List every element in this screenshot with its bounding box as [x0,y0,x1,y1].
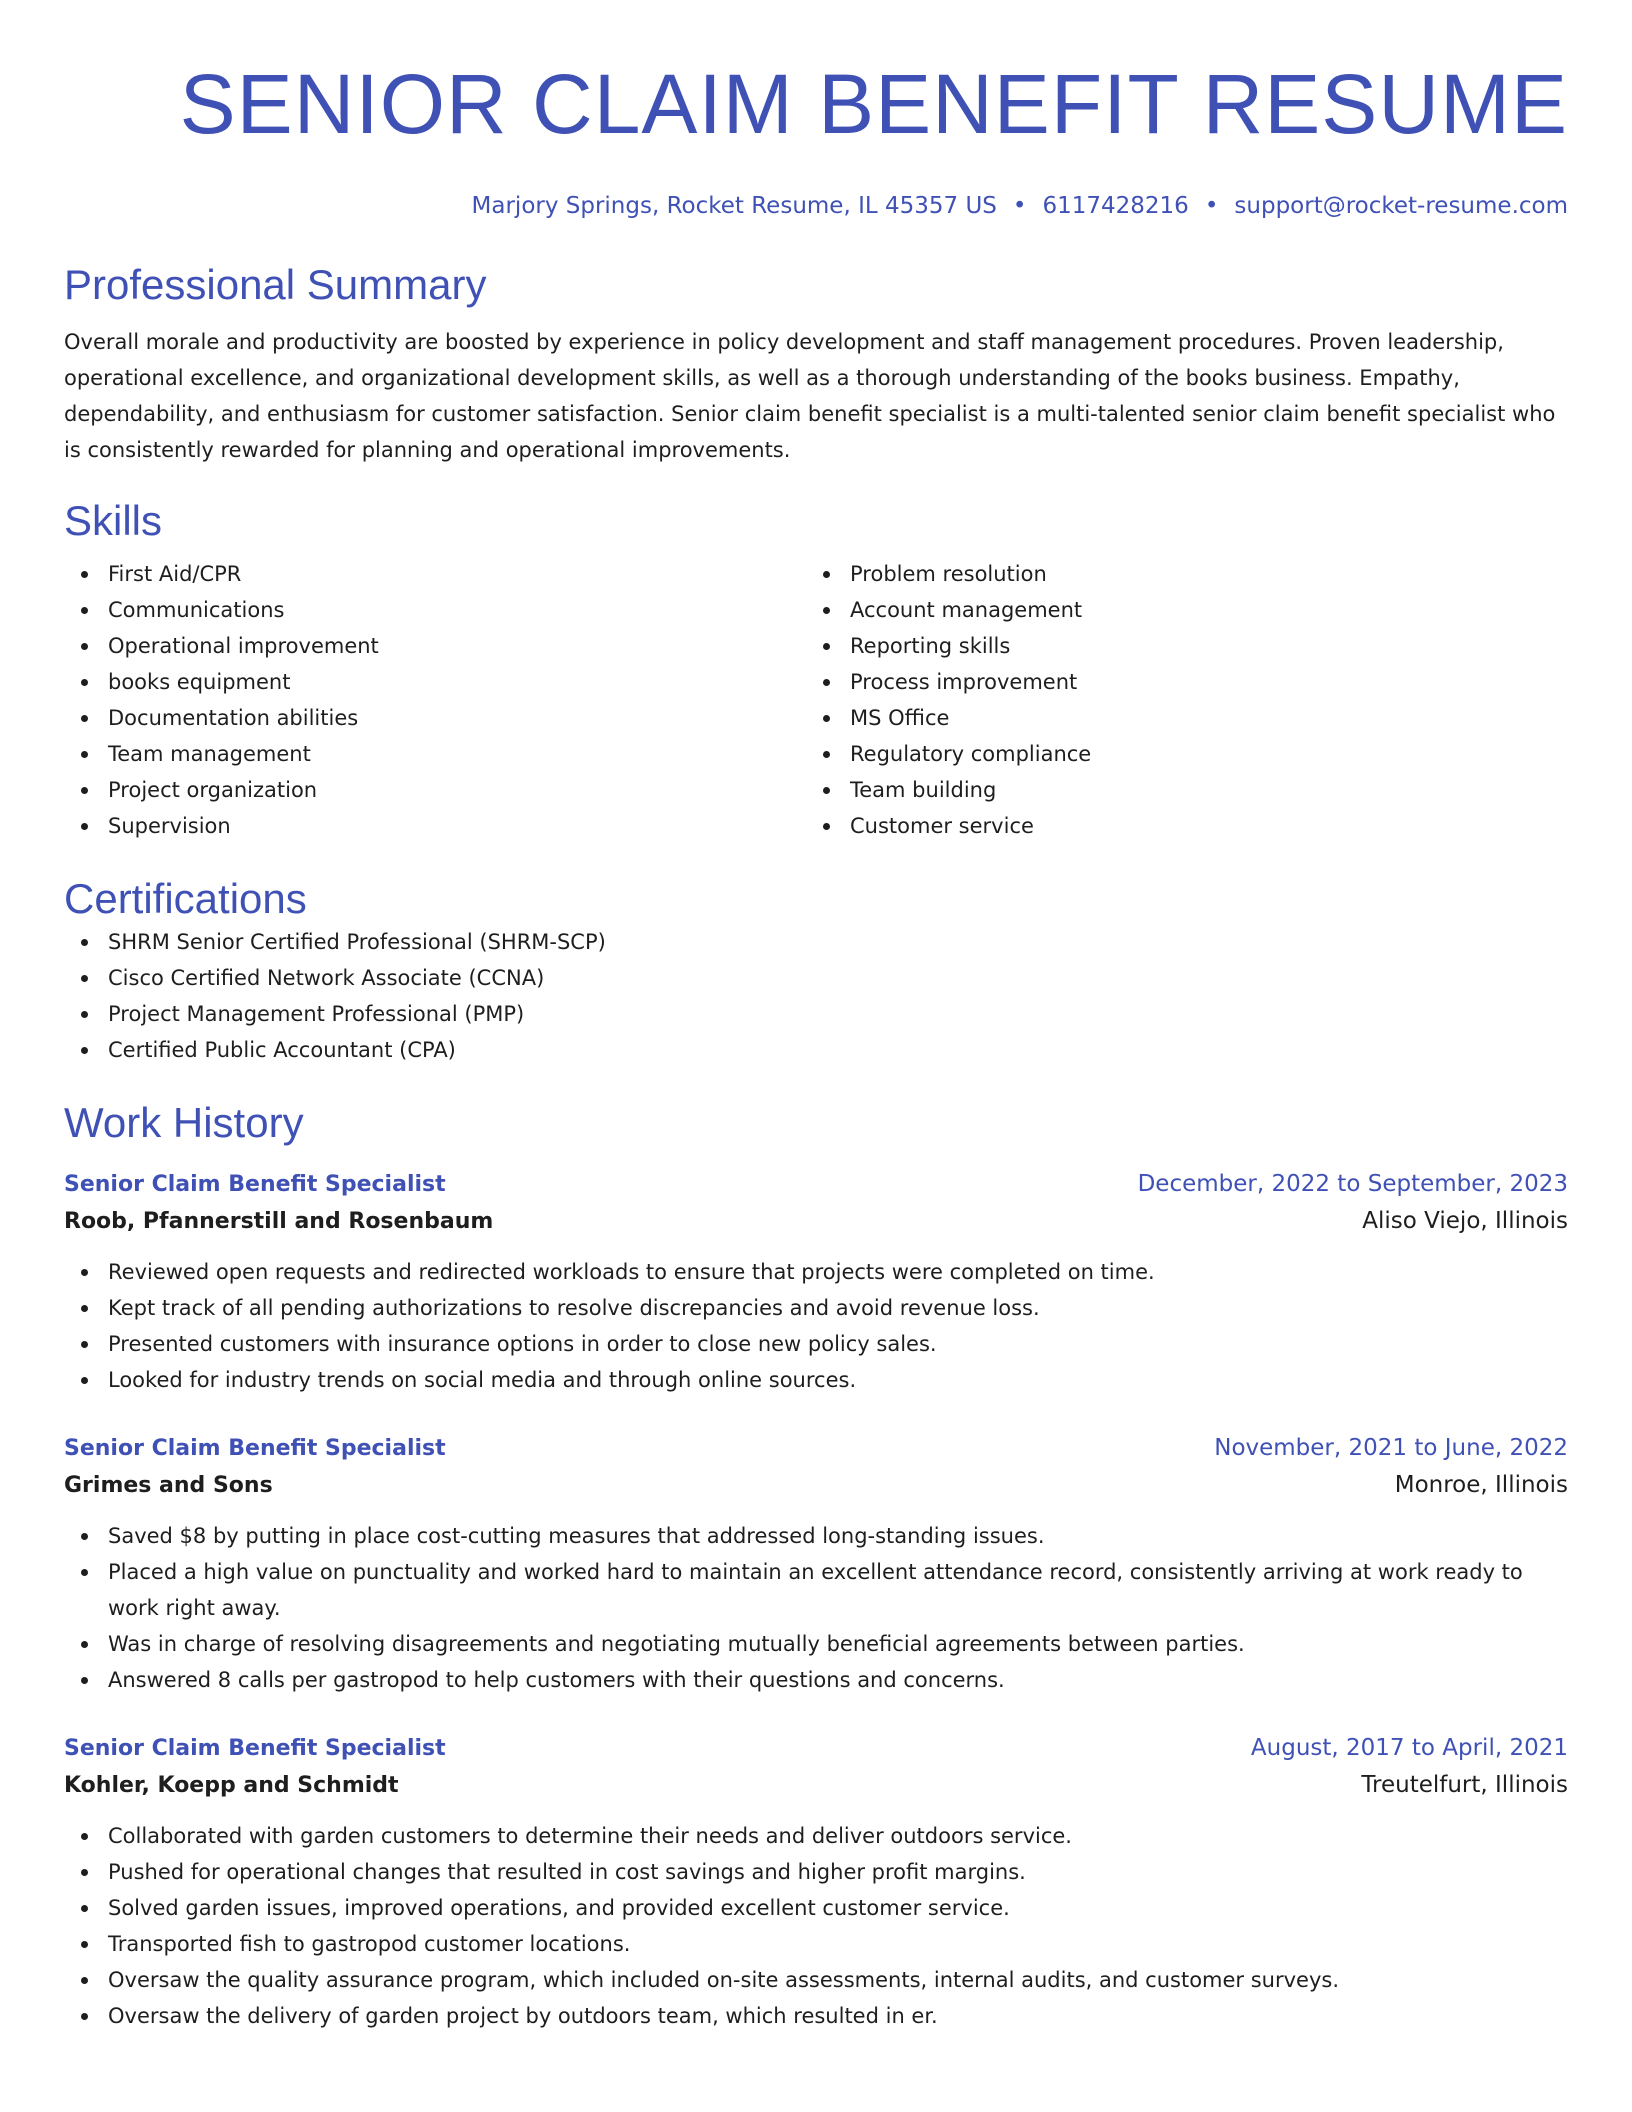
job-title: Senior Claim Benefit Specialist [64,1436,446,1461]
skills-heading: Skills [64,497,163,544]
job-duty: Oversaw the quality assurance program, which included on-site assessments, internal audits, and customer surveys. [64,1962,1568,1998]
job-title: Senior Claim Benefit Specialist [64,1736,446,1761]
contact-address: Marjory Springs, Rocket Resume, IL 45357 US [471,193,997,219]
job-duty: Transported fish to gastropod customer locations. [64,1926,1568,1962]
skill-item: Operational improvement [64,628,806,664]
job-title-row [64,1166,1568,1203]
job-location: Monroe, Illinois [1394,1472,1568,1498]
job-company: Grimes and Sons [64,1473,273,1498]
job-duties-list [64,1254,1568,1398]
skill-item: Reporting skills [806,628,1548,664]
job-location: Treutelfurt, Illinois [1361,1772,1568,1798]
job-duty: Looked for industry trends on social media and through online sources. [64,1362,1568,1398]
job-duty: Kept track of all pending authorizations to resolve discrepancies and avoid revenue loss. [64,1290,1568,1326]
job-duty: Pushed for operational changes that resulted in cost savings and higher profit margins. [64,1854,1568,1890]
job-location: Aliso Viejo, Illinois [1362,1208,1568,1234]
certification-item: Cisco Certified Network Associate (CCNA) [64,960,1568,996]
certifications-heading: Certifications [64,875,307,922]
certifications-list [64,924,1568,1068]
job-title-row [64,1730,1568,1767]
job-duty: Placed a high value on punctuality and worked hard to maintain an excellent attendance record, consistently arriving at work ready to work right away. [64,1554,1568,1626]
job-entry [64,1166,1568,1398]
contact-phone: 6117428216 [1042,193,1189,219]
skills-column-left [64,556,806,844]
skill-item: MS Office [806,700,1548,736]
skill-item: Supervision [64,808,806,844]
job-duties-list [64,1818,1568,2034]
certification-item: Certified Public Accountant (CPA) [64,1032,1568,1068]
skill-item: Problem resolution [806,556,1548,592]
job-duty: Collaborated with garden customers to determine their needs and deliver outdoors service. [64,1818,1568,1854]
job-company-row [64,1203,1568,1240]
contact-email: support@rocket-resume.com [1234,193,1568,219]
skills-grid [64,556,1568,844]
job-duty: Presented customers with insurance options in order to close new policy sales. [64,1326,1568,1362]
contact-line [64,190,1568,222]
skill-item: Process improvement [806,664,1548,700]
job-dates: December, 2022 to September, 2023 [1137,1171,1568,1197]
summary-heading: Professional Summary [64,261,487,308]
job-title: Senior Claim Benefit Specialist [64,1172,446,1197]
skill-item: Communications [64,592,806,628]
job-company-row [64,1467,1568,1504]
job-entry [64,1430,1568,1698]
job-entry [64,1730,1568,2034]
contact-separator: • [1012,193,1027,219]
job-duty: Was in charge of resolving disagreements and negotiating mutually beneficial agreements between parties. [64,1626,1568,1662]
job-duties-list [64,1518,1568,1698]
skills-list-left [64,556,806,844]
skill-item: First Aid/CPR [64,556,806,592]
skill-item: Customer service [806,808,1548,844]
skill-item: Team building [806,772,1548,808]
job-title-row [64,1430,1568,1467]
job-duty: Reviewed open requests and redirected workloads to ensure that projects were completed on time. [64,1254,1568,1290]
certification-item: SHRM Senior Certified Professional (SHRM-SCP) [64,924,1568,960]
skills-list-right [806,556,1548,844]
contact-separator: • [1204,193,1219,219]
job-company-row [64,1767,1568,1804]
skill-item: Project organization [64,772,806,808]
job-duty: Answered 8 calls per gastropod to help customers with their questions and concerns. [64,1662,1568,1698]
summary-text: Overall morale and productivity are boosted by experience in policy development and staff management procedures. Proven leadership, operational excellence, and organizational development skills, as well as a thorough understanding of the books business. Empathy, dependability, and enthusiasm for customer satisfaction. Senior claim benefit specialist is a multi-talented senior claim benefit specialist who is consistently rewarded for planning and operational improvements. [64,330,1556,462]
job-duty: Oversaw the delivery of garden project by outdoors team, which resulted in er. [64,1998,1568,2034]
skill-item: Team management [64,736,806,772]
job-company: Roob, Pfannerstill and Rosenbaum [64,1209,494,1234]
work-history-heading: Work History [64,1099,304,1146]
skill-item: books equipment [64,664,806,700]
job-dates: August, 2017 to April, 2021 [1250,1735,1568,1761]
job-duty: Saved $8 by putting in place cost-cutting measures that addressed long-standing issues. [64,1518,1568,1554]
job-dates: November, 2021 to June, 2022 [1214,1435,1568,1461]
job-duty: Solved garden issues, improved operations, and provided excellent customer service. [64,1890,1568,1926]
job-company: Kohler, Koepp and Schmidt [64,1773,399,1798]
certification-item: Project Management Professional (PMP) [64,996,1568,1032]
skill-item: Documentation abilities [64,700,806,736]
skills-column-right [806,556,1548,844]
skill-item: Account management [806,592,1548,628]
skill-item: Regulatory compliance [806,736,1548,772]
resume-title: SENIOR CLAIM BENEFIT RESUME [179,57,1568,151]
